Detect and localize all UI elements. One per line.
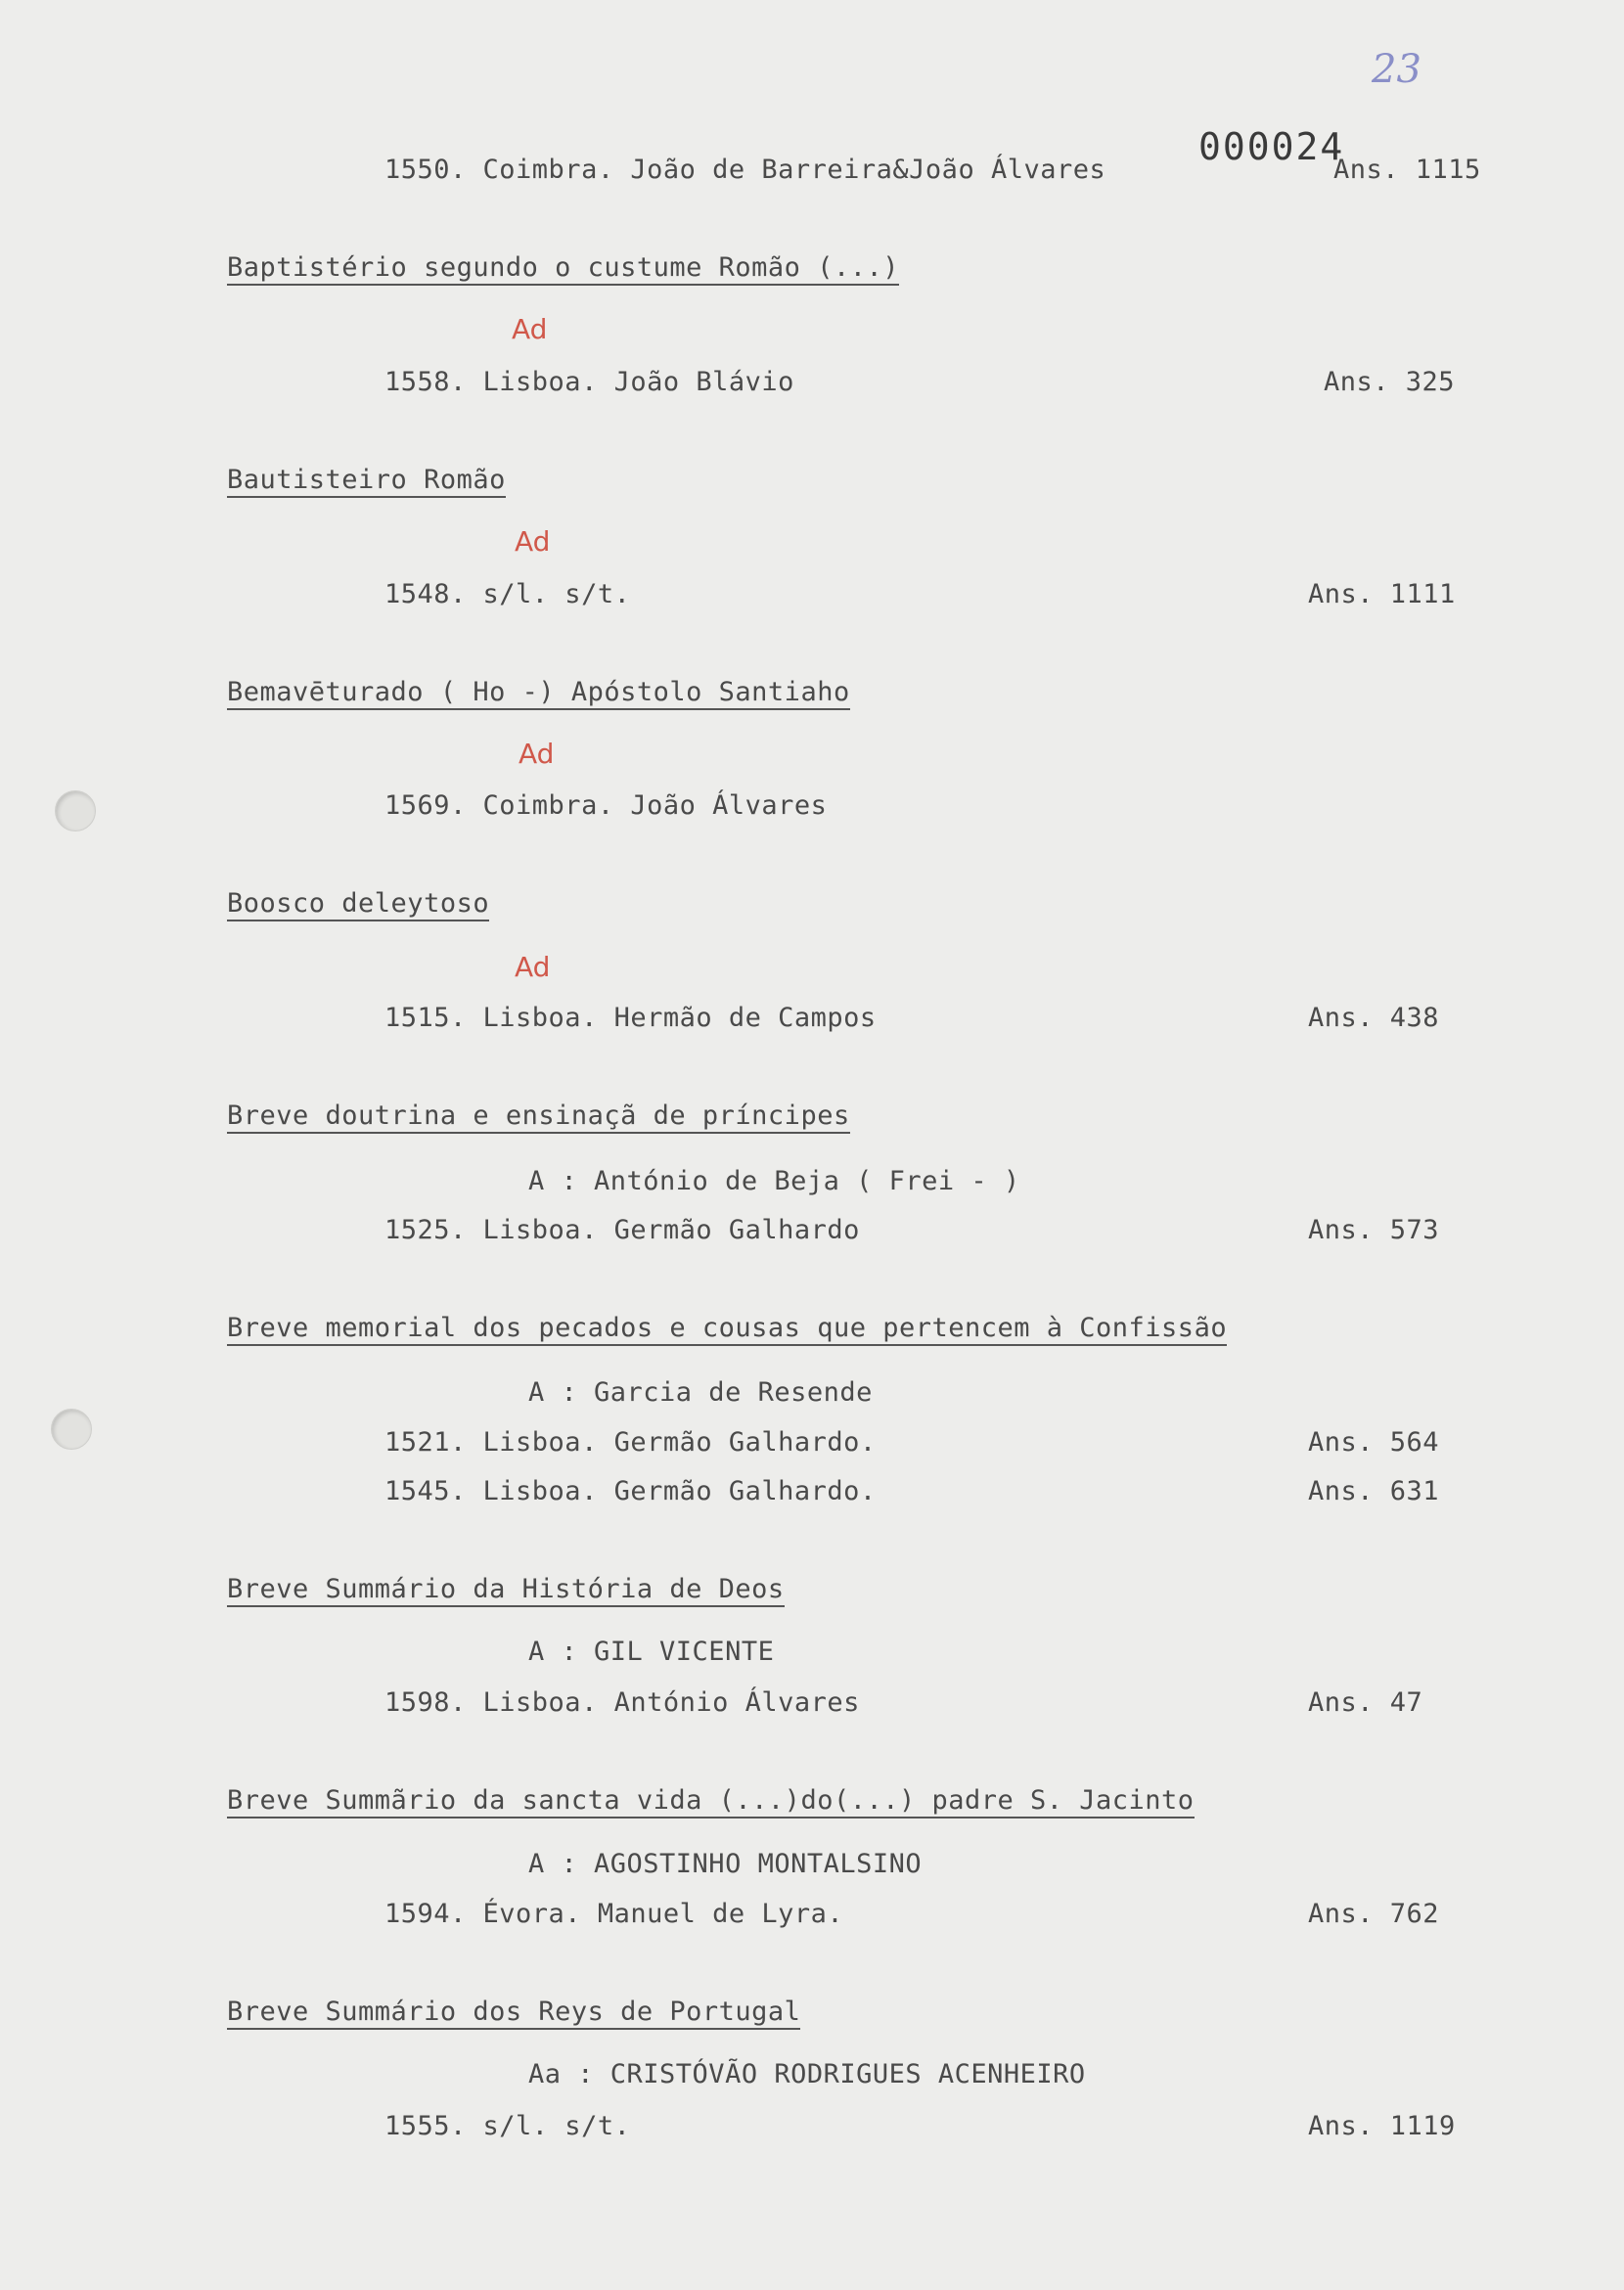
punch-hole: [55, 790, 96, 831]
entry-title: Baptistério segundo o custume Romão (...): [227, 252, 899, 286]
entry-title: Breve Summário da História de Deos: [227, 1574, 785, 1607]
author-line: A : GIL VICENTE: [528, 1637, 775, 1667]
annotation-mark: Ad: [519, 738, 555, 770]
ansiao-reference: Ans. 573: [1308, 1215, 1440, 1245]
folio-number: 23: [1372, 47, 1421, 92]
ansiao-reference: Ans. 1115: [1333, 155, 1481, 185]
edition-imprint: 1558. Lisboa. João Blávio: [384, 367, 794, 397]
ansiao-reference: Ans. 438: [1308, 1003, 1440, 1033]
edition-imprint: 1545. Lisboa. Germão Galhardo.: [384, 1476, 877, 1506]
author-line: A : António de Beja ( Frei - ): [528, 1166, 1020, 1196]
entry-title: Boosco deleytoso: [227, 888, 489, 921]
ansiao-reference: Ans. 564: [1308, 1427, 1440, 1458]
edition-imprint: 1548. s/l. s/t.: [384, 579, 631, 609]
page-stamp: 000024: [1198, 125, 1345, 168]
edition-imprint: 1555. s/l. s/t.: [384, 2111, 631, 2141]
punch-hole: [51, 1409, 92, 1450]
entry-title: Breve Summãrio da sancta vida (...)do(...) padre S. Jacinto: [227, 1785, 1195, 1819]
edition-imprint: 1569. Coimbra. João Álvares: [384, 790, 828, 821]
edition-imprint: 1594. Évora. Manuel de Lyra.: [384, 1899, 844, 1929]
edition-imprint: 1550. Coimbra. João de Barreira&João Álvares: [384, 155, 1106, 185]
entry-title: Breve doutrina e ensinaçã de príncipes: [227, 1100, 850, 1134]
ansiao-reference: Ans. 1119: [1308, 2111, 1456, 2141]
edition-imprint: 1598. Lisboa. António Álvares: [384, 1687, 860, 1718]
ansiao-reference: Ans. 631: [1308, 1476, 1440, 1506]
edition-imprint: 1525. Lisboa. Germão Galhardo: [384, 1215, 860, 1245]
edition-imprint: 1515. Lisboa. Hermão de Campos: [384, 1003, 877, 1033]
ansiao-reference: Ans. 762: [1308, 1899, 1440, 1929]
annotation-mark: Ad: [515, 951, 551, 983]
ansiao-reference: Ans. 325: [1324, 367, 1456, 397]
entry-title: Bautisteiro Romão: [227, 465, 506, 498]
edition-imprint: 1521. Lisboa. Germão Galhardo.: [384, 1427, 877, 1458]
annotation-mark: Ad: [512, 313, 548, 345]
entry-title: Breve memorial dos pecados e cousas que pertencem à Confissão: [227, 1313, 1227, 1346]
annotation-mark: Ad: [515, 525, 551, 558]
entry-title: Breve Summário dos Reys de Portugal: [227, 1997, 800, 2030]
author-line: Aa : CRISTÓVÃO RODRIGUES ACENHEIRO: [528, 2059, 1086, 2089]
author-line: A : Garcia de Resende: [528, 1377, 873, 1408]
entry-title: Bemavēturado ( Ho -) Apóstolo Santiaho: [227, 677, 850, 710]
ansiao-reference: Ans. 1111: [1308, 579, 1456, 609]
author-line: A : AGOSTINHO MONTALSINO: [528, 1849, 923, 1879]
ansiao-reference: Ans. 47: [1308, 1687, 1423, 1718]
